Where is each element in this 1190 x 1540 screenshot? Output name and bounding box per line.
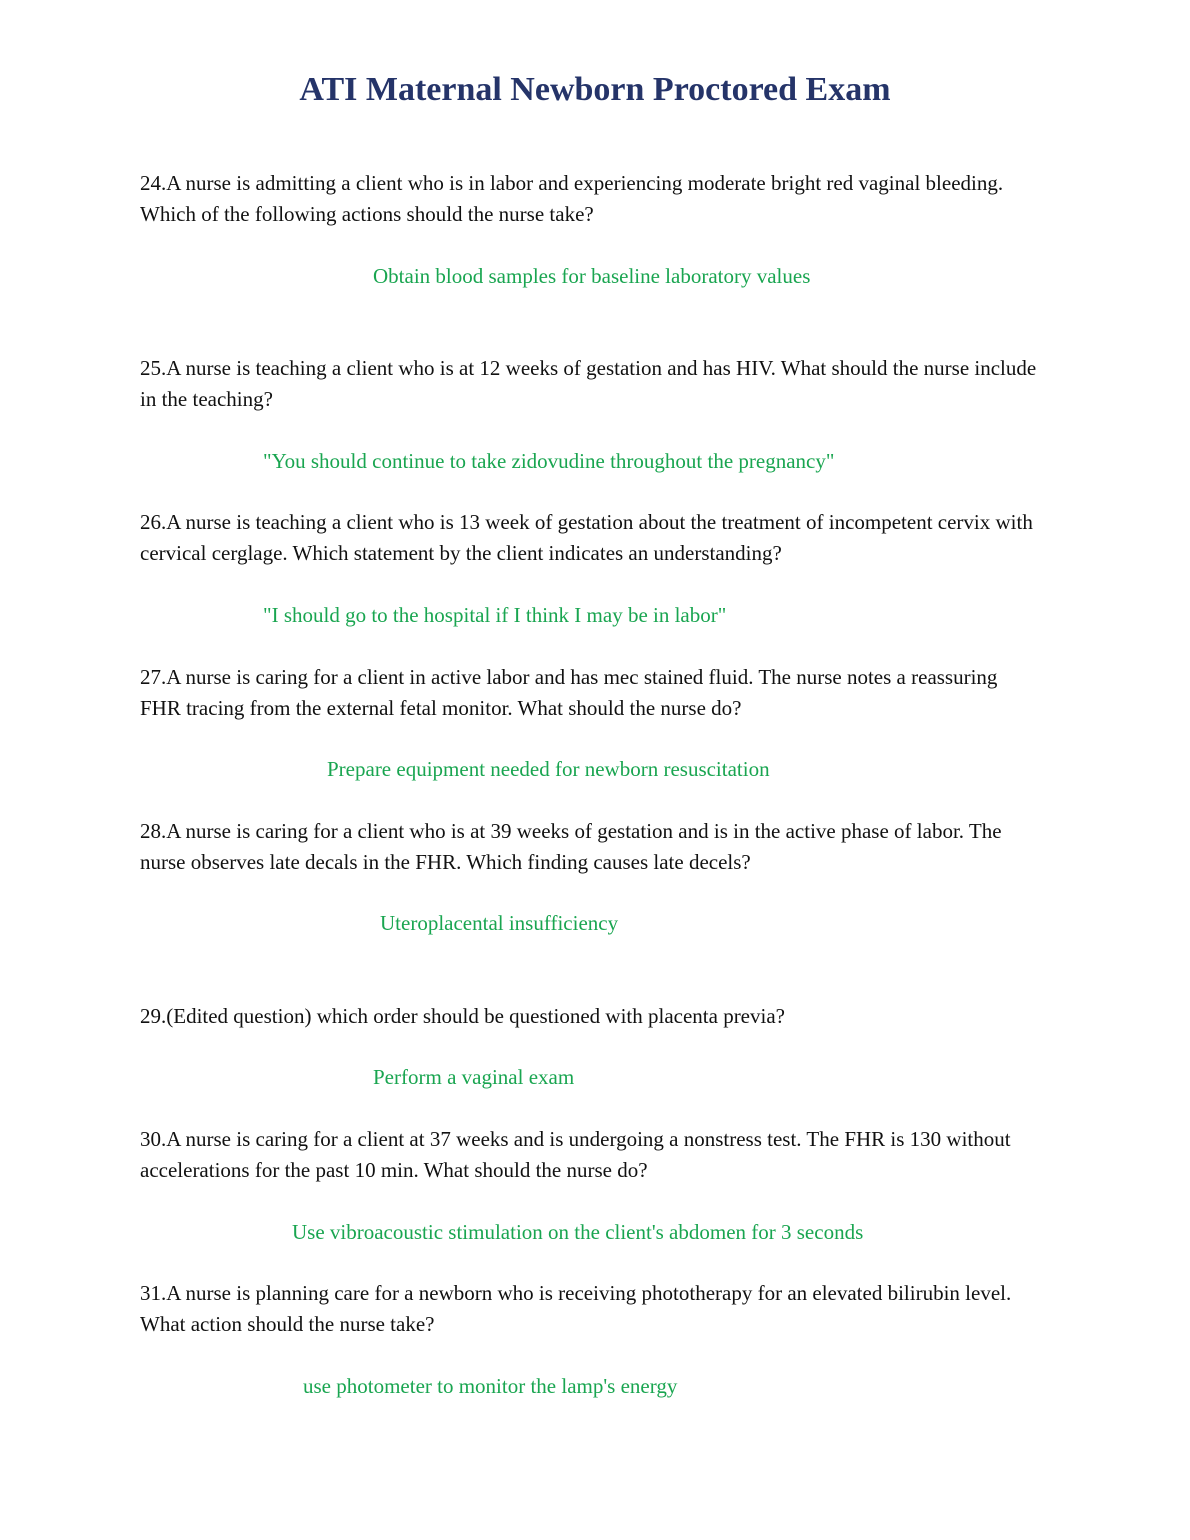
answer-25: "You should continue to take zidovudine throughout the pregnancy" bbox=[263, 449, 835, 473]
question-24: 24.A nurse is admitting a client who is in labor and experiencing moderate bright red vaginal bleeding. Which of the following actions should the nurse take? bbox=[140, 171, 1004, 226]
answer-29: Perform a vaginal exam bbox=[373, 1065, 575, 1089]
question-31: 31.A nurse is planning care for a newborn who is receiving phototherapy for an elevated bilirubin level. What action should the nurse take? bbox=[140, 1281, 1012, 1336]
question-27: 27.A nurse is caring for a client in active labor and has mec stained fluid. The nurse notes a reassuring FHR tracing from the external fetal monitor. What should the nurse do? bbox=[140, 665, 998, 720]
answer-24: Obtain blood samples for baseline laboratory values bbox=[373, 264, 811, 288]
answer-31: use photometer to monitor the lamp's energy bbox=[303, 1374, 678, 1398]
page-title: ATI Maternal Newborn Proctored Exam bbox=[299, 71, 891, 108]
question-25: 25.A nurse is teaching a client who is at 12 weeks of gestation and has HIV. What should the nurse include in the teaching? bbox=[140, 356, 1037, 411]
answer-28: Uteroplacental insufficiency bbox=[380, 911, 619, 935]
answer-26: "I should go to the hospital if I think I may be in labor" bbox=[263, 603, 727, 627]
answer-27: Prepare equipment needed for newborn resuscitation bbox=[327, 757, 770, 781]
question-28: 28.A nurse is caring for a client who is at 39 weeks of gestation and is in the active phase of labor. The nurse observes late decals in the FHR. Which finding causes late decels? bbox=[140, 819, 1002, 874]
question-30: 30.A nurse is caring for a client at 37 weeks and is undergoing a nonstress test. The FHR is 130 without accelerations for the past 10 min. What should the nurse do? bbox=[140, 1127, 1011, 1182]
answer-30: Use vibroacoustic stimulation on the client's abdomen for 3 seconds bbox=[292, 1220, 864, 1244]
question-26: 26.A nurse is teaching a client who is 13 week of gestation about the treatment of incompetent cervix with cervical cerglage. Which statement by the client indicates an understanding? bbox=[140, 510, 1033, 565]
question-29: 29.(Edited question) which order should be questioned with placenta previa? bbox=[140, 1004, 785, 1028]
